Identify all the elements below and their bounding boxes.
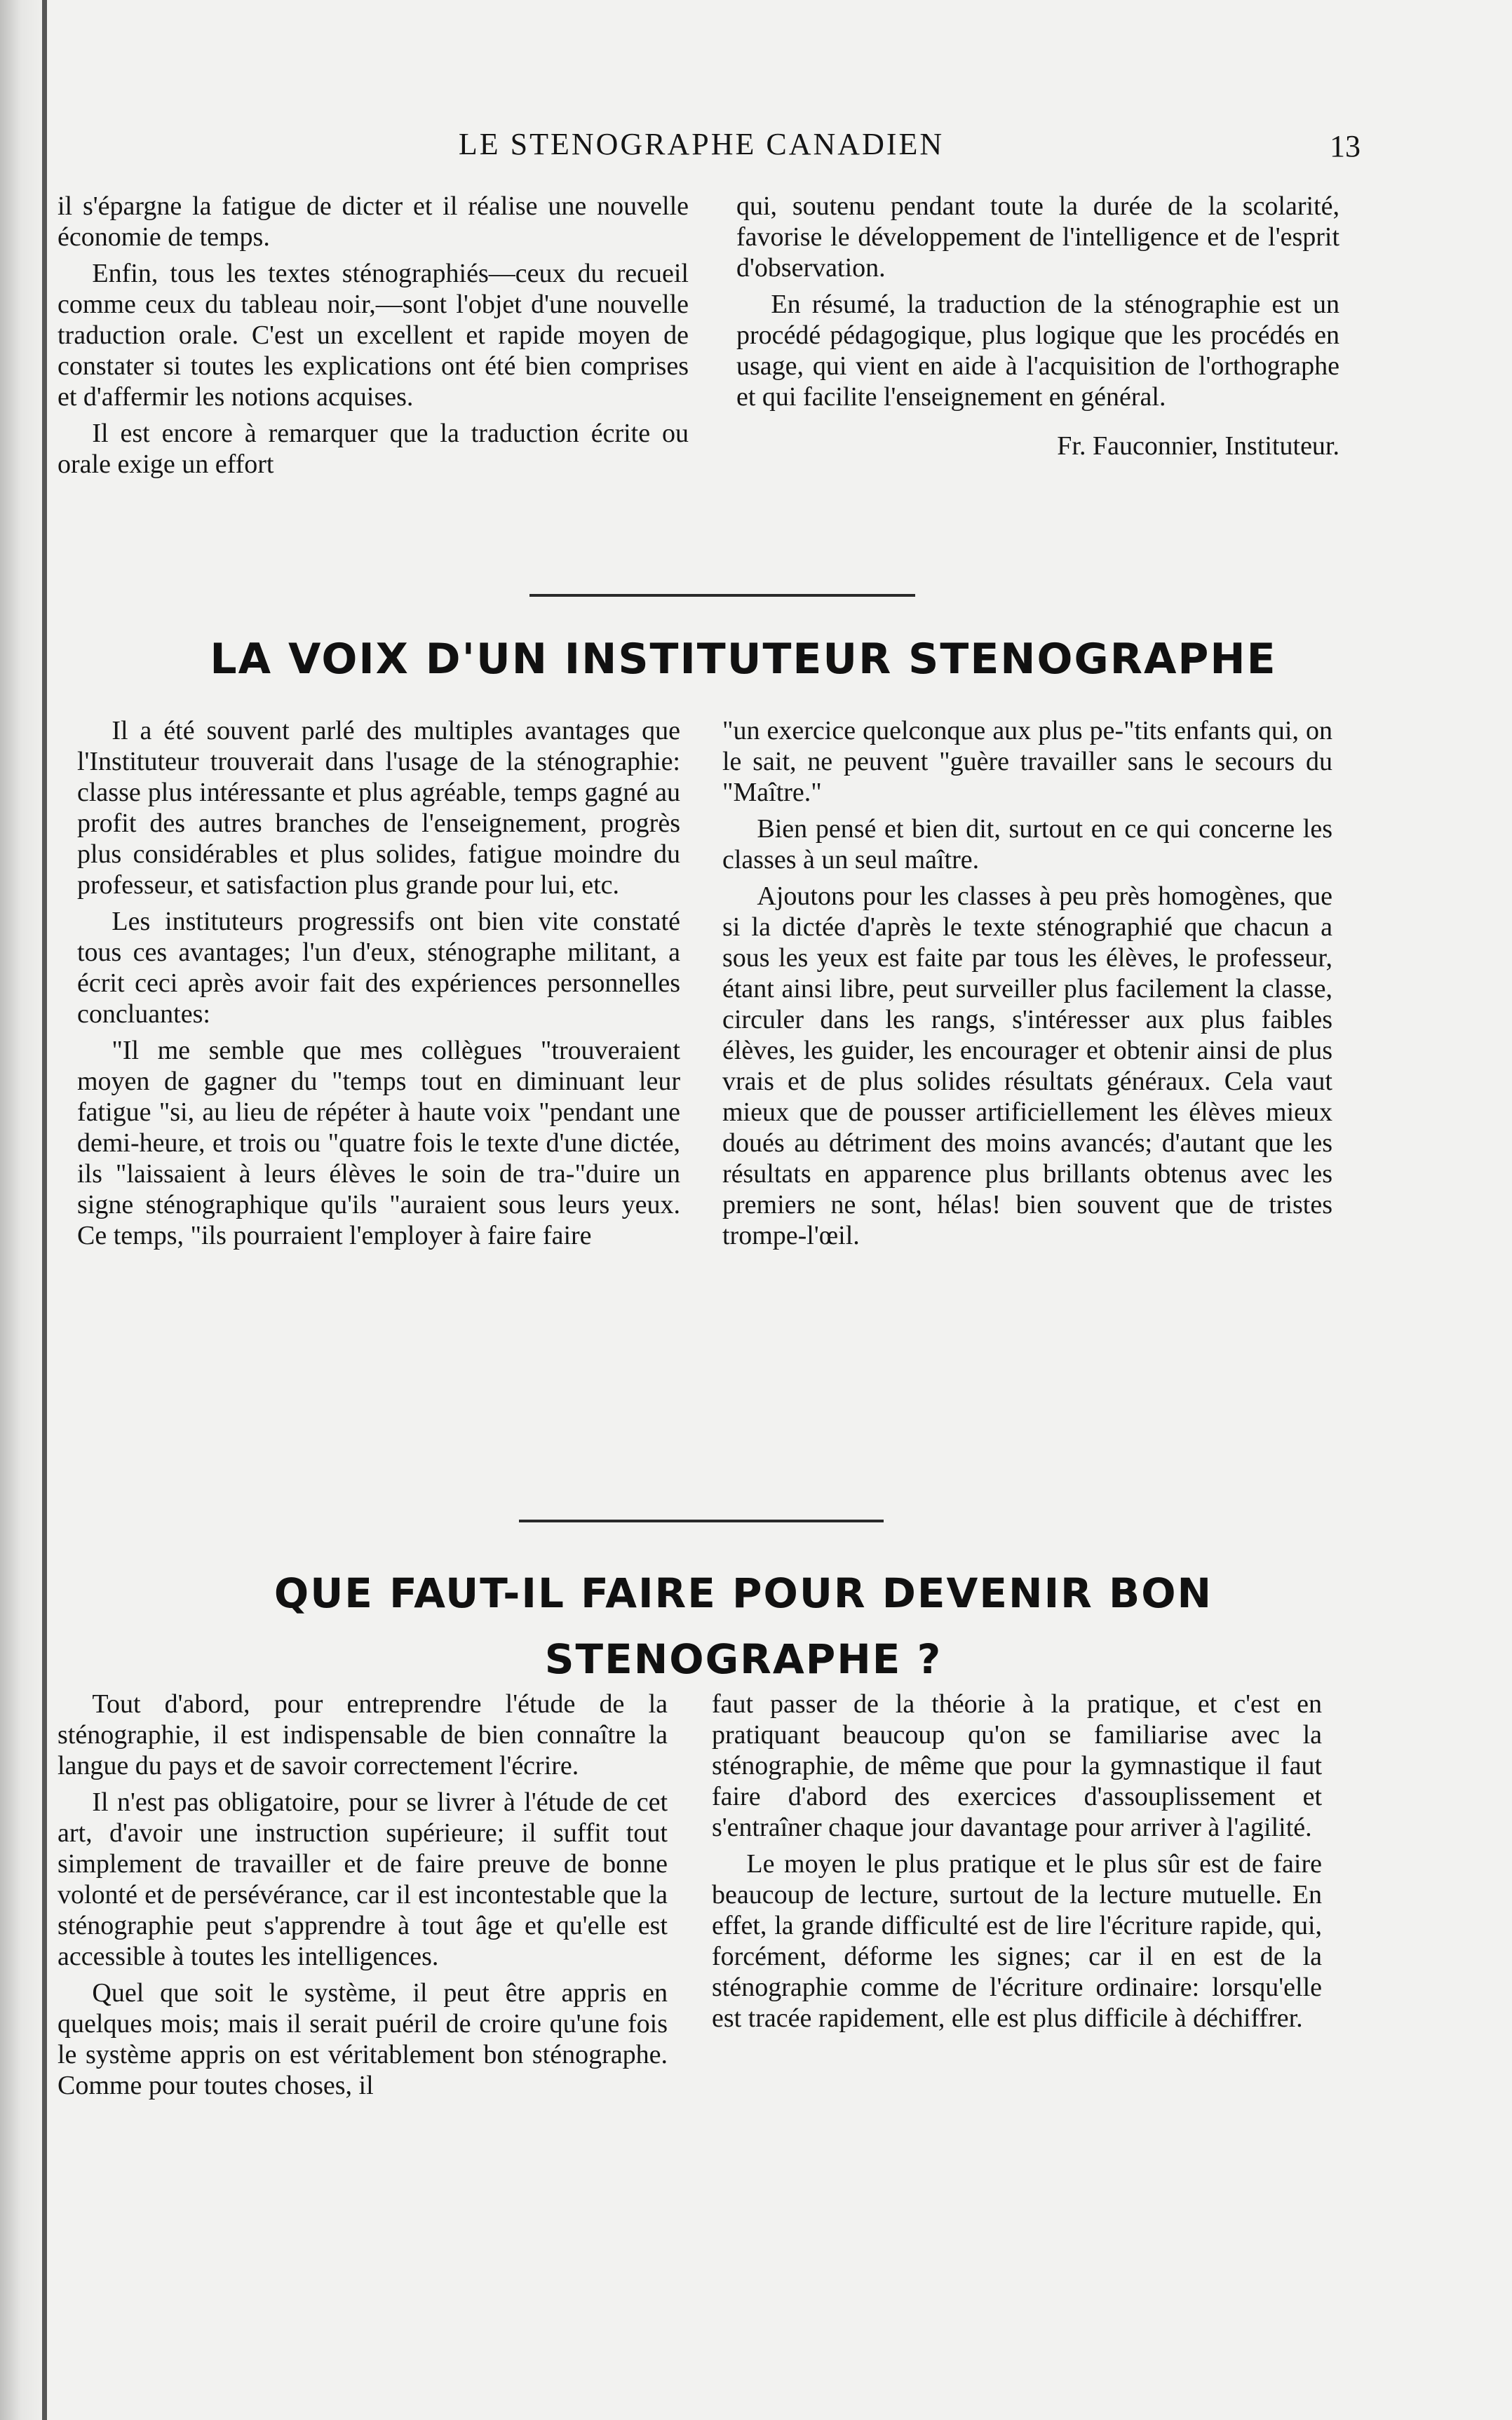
section-title-line: QUE FAUT-IL FAIRE POUR DEVENIR BON bbox=[274, 1569, 1213, 1617]
paragraph: Le moyen le plus pratique et le plus sûr est de faire beaucoup de lecture, surtout de la lecture mutuelle. En effet, la grande difficulté est de lire l'écriture rapide, qui, forcément, déforme les signes; car il en est de la sténographie comme de l'écriture ordinaire: lorsqu'elle est tracée rapidement, elle est plus difficile à déchiffrer. bbox=[712, 1849, 1322, 2033]
running-title: LE STENOGRAPHE CANADIEN bbox=[458, 127, 945, 161]
author-signature: Fr. Fauconnier, Instituteur. bbox=[1057, 431, 1339, 461]
paragraph: Quel que soit le système, il peut être appris en quelques mois; mais il serait puéril de croire qu'une fois le système appris on est véritablement bon sténographe. Comme pour toutes choses, il bbox=[58, 1978, 668, 2100]
page-number: 13 bbox=[1330, 129, 1361, 163]
paragraph: Ajoutons pour les classes à peu près homogènes, que si la dictée d'après le texte sténographié que chacun a sous les yeux est faite par tous les élèves, le professeur, étant ainsi libre, peut surveiller plus facilement la classe, circuler dans les rangs, s'intéresser aux plus faibles élèves, les guider, les encourager et obtenir ainsi de plus vrais et de plus solides résultats généraux. Cela vaut mieux que de pousser artificiellement les élèves mieux doués au détriment des moins avancés; d'autant que les résultats en apparence plus brillants obtenus avec les premiers ne sont, hélas! bien souvent que de tristes trompe-l'œil. bbox=[722, 881, 1332, 1250]
section-divider bbox=[529, 594, 915, 597]
section1-right-column bbox=[736, 191, 1339, 461]
section-divider bbox=[519, 1520, 884, 1522]
quote-paragraph: "un exercice quelconque aux plus pe-"tits enfants qui, on le sait, ne peuvent "guère travailler sans le secours du "Maître." bbox=[722, 716, 1332, 807]
paragraph: En résumé, la traduction de la sténographie est un procédé pédagogique, plus logique que les procédés en usage, qui vient en aide à l'acquisition de l'orthographe et qui facilite l'enseignement en général. bbox=[736, 290, 1339, 412]
paragraph: Il est encore à remarquer que la traduction écrite ou orale exige un effort bbox=[58, 419, 689, 479]
paragraph: Bien pensé et bien dit, surtout en ce qui concerne les classes à un seul maître. bbox=[722, 814, 1332, 874]
paragraph: Enfin, tous les textes sténographiés—ceux du recueil comme ceux du tableau noir,—sont l'objet d'une nouvelle traduction orale. C'est un excellent et rapide moyen de constater si toutes les explications ont été bien comprises et d'affermir les notions acquises. bbox=[58, 259, 689, 412]
section-title: LA VOIX D'UN INSTITUTEUR STENOGRAPHE bbox=[210, 635, 1277, 684]
section1-left-column bbox=[58, 191, 689, 480]
section3-left-column bbox=[58, 1689, 668, 2101]
section3-right-column bbox=[712, 1689, 1322, 2034]
section2-left-column bbox=[77, 715, 680, 1251]
paragraph: faut passer de la théorie à la pratique, et c'est en pratiquant beaucoup qu'on se familiarise avec la sténographie, de même que pour la gymnastique il faut faire d'abord des exercices d'assouplissement et s'entraîner chaque jour davantage pour arriver à l'agilité. bbox=[712, 1689, 1322, 1842]
paragraph: Tout d'abord, pour entreprendre l'étude de la sténographie, il est indispensable de bien connaître la langue du pays et de savoir correctement l'écrire. bbox=[58, 1689, 668, 1780]
binding-rule bbox=[42, 0, 47, 2420]
section-title-line: STENOGRAPHE ? bbox=[544, 1635, 943, 1683]
paragraph: Il n'est pas obligatoire, pour se livrer à l'étude de cet art, d'avoir une instruction supérieure; il suffit tout simplement de travailler et de faire preuve de bonne volonté et de persévérance, car il est incontestable que la sténographie peut s'apprendre à tout âge et qu'elle est accessible à toutes les intelligences. bbox=[58, 1787, 668, 1971]
paragraph: Les instituteurs progressifs ont bien vite constaté tous ces avantages; l'un d'eux, sténographe militant, a écrit ceci après avoir fait des expériences personnelles concluantes: bbox=[77, 907, 680, 1029]
paragraph: qui, soutenu pendant toute la durée de la scolarité, favorise le développement de l'intelligence et de l'esprit d'observation. bbox=[736, 191, 1339, 283]
section2-right-column bbox=[722, 715, 1332, 1251]
paragraph: il s'épargne la fatigue de dicter et il réalise une nouvelle économie de temps. bbox=[58, 191, 689, 252]
section-title bbox=[70, 1560, 1417, 1692]
quote-paragraph: "Il me semble que mes collègues "trouveraient moyen de gagner du "temps tout en diminuant leur fatigue "si, au lieu de répéter à haute voix "pendant une demi-heure, et trois ou "quatre fois le texte d'une dictée, ils "laissaient à leurs élèves le soin de tra-"duire un signe sténographique qu'ils "auraient sous leurs yeux. Ce temps, "ils pourraient l'employer à faire faire bbox=[77, 1036, 680, 1250]
paragraph: Il a été souvent parlé des multiples avantages que l'Instituteur trouverait dans l'usage de la sténographie: classe plus intéressante et plus agréable, temps gagné au profit des autres branches de l'enseignement, progrès plus considérables et plus solides, fatigue moindre du professeur, et satisfaction plus grande pour lui, etc. bbox=[77, 716, 680, 900]
